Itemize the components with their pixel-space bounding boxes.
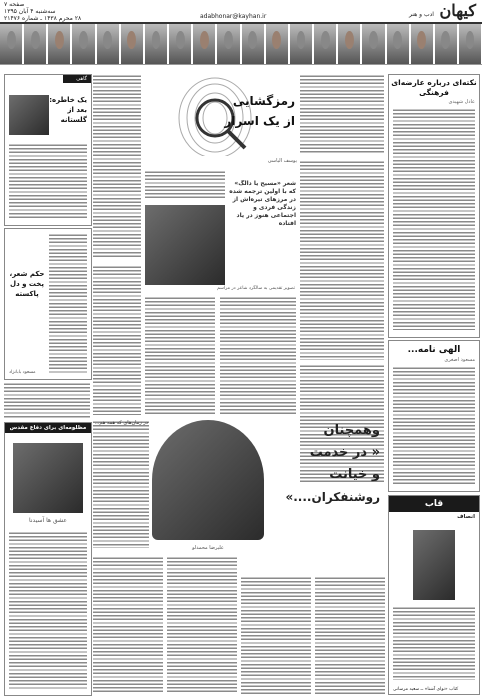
portrait-strip <box>0 24 482 65</box>
portrait <box>314 24 337 64</box>
portrait <box>169 24 192 64</box>
photo-caption: تصویر تقدیمی به سالگرد شاعر در مراسم <box>217 286 295 291</box>
column-text <box>93 265 141 415</box>
left-box-2 <box>4 228 92 380</box>
portrait <box>0 24 23 64</box>
column-text <box>315 576 385 694</box>
mid-byline: علیرضا محمدلو <box>192 545 224 551</box>
intro-line: در زمان‌های که همه هم... <box>94 420 148 426</box>
left-bottom-body <box>9 531 87 689</box>
portrait <box>338 24 361 64</box>
column-text <box>300 160 384 360</box>
right-mid-body <box>393 366 475 486</box>
column-text <box>93 556 163 694</box>
right-top-box <box>388 74 480 338</box>
left-box-headline: یک خاطره: بعد از گلستانه <box>49 96 87 124</box>
right-mid-title: الهی نامه... <box>407 345 461 355</box>
date-line: سه‌شنبه ۴ آبان ۱۳۹۵ <box>4 8 56 15</box>
right-top-title: نکته‌ای درباره عارضه‌ای فرهنگی <box>391 78 477 97</box>
site-email[interactable]: adabhonar@kayhan.ir <box>200 13 267 20</box>
portrait <box>411 24 434 64</box>
column-text <box>93 420 149 548</box>
right-top-author: عادل شهیدی <box>448 99 475 105</box>
frame-title: قاب <box>389 496 479 512</box>
column-text <box>4 382 90 418</box>
portrait <box>290 24 313 64</box>
feature-headline-2: از یک اسرار <box>224 114 295 128</box>
section-name: ادب و هنر <box>408 11 434 18</box>
frame-footer: کتاب «نوای آشنا» ــ سعید مرسانی <box>393 687 459 692</box>
portrait <box>145 24 168 64</box>
column-text <box>241 576 311 694</box>
right-top-body <box>393 108 475 330</box>
left-bottom-box <box>4 422 92 696</box>
newspaper-logo <box>409 1 476 20</box>
column-text <box>167 556 237 694</box>
frame-body <box>393 606 475 680</box>
frame-photo <box>413 530 455 600</box>
column-text <box>300 74 384 154</box>
logo-text: کیهان <box>439 1 476 20</box>
mid-headline-1: وهمچنان <box>323 423 380 438</box>
issue-info <box>4 1 104 22</box>
portrait <box>362 24 385 64</box>
right-mid-box <box>388 340 480 492</box>
column-text <box>93 74 141 259</box>
portrait <box>121 24 144 64</box>
column-text <box>220 296 296 416</box>
portrait <box>459 24 482 64</box>
left-box-1 <box>4 74 92 226</box>
column-text <box>145 296 215 416</box>
feature-headline-1: رمزگشایی <box>232 94 295 108</box>
event-photo <box>145 205 225 285</box>
pull-quote: شعر «مسیح یا دالگ» که با اولین ترجمه شده در مرزهای تیره‌اش از زندگی فردی و اجتماعی هنوز در یاد افتاده <box>229 180 296 227</box>
mid-headline-4: روشنفکران....» <box>285 490 380 504</box>
portrait <box>266 24 289 64</box>
author-photo <box>9 95 49 135</box>
portrait <box>72 24 95 64</box>
feature-author: یوسف الیاسی <box>267 158 297 164</box>
left-signature: مسعود بابانژاد <box>9 370 36 375</box>
masthead <box>0 0 482 24</box>
issue-line: ۲۸ محرم ۱۴۳۸ ـ شماره ۲۱۴۷۶ <box>4 15 82 22</box>
book-caption: عشق ها آسیدنا <box>29 517 67 524</box>
portrait <box>217 24 240 64</box>
left-box-2-body <box>49 233 87 373</box>
portrait <box>193 24 216 64</box>
feature-title-area <box>145 74 297 156</box>
left-box-body <box>9 143 87 219</box>
mid-headline-2: « در خدمت <box>309 445 380 460</box>
column-text <box>145 170 225 200</box>
page-number: صفحه ۷ <box>4 1 25 8</box>
left-box-label: گاهی <box>63 75 91 83</box>
mid-headline-block <box>260 420 380 570</box>
right-mid-author: مسعود اصغری <box>444 357 475 363</box>
portrait-large <box>152 420 264 540</box>
portrait <box>435 24 458 64</box>
book-cover <box>13 443 83 513</box>
right-bottom-box <box>388 495 480 695</box>
portrait <box>242 24 265 64</box>
portrait <box>97 24 120 64</box>
mid-headline-3: و خیانت <box>329 467 380 482</box>
left-bottom-title: مظلومه‌ای برای دفاع مقدس <box>5 423 91 433</box>
portrait <box>48 24 71 64</box>
portrait <box>24 24 47 64</box>
frame-subtitle: انصاف <box>457 514 475 520</box>
portrait <box>387 24 410 64</box>
left-box-2-headline: حکم شعر، پخت و دل پاکسته <box>9 270 45 298</box>
